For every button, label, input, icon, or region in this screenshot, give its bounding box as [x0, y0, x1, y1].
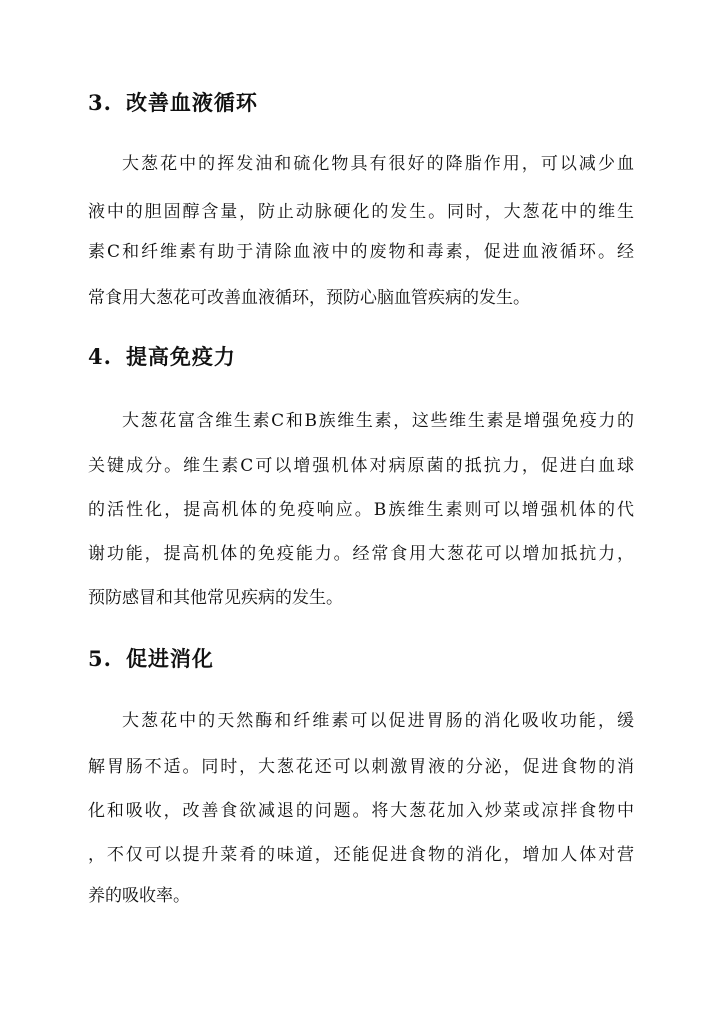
- paragraph-line: 大葱花中的天然酶和纤维素可以促进胃肠的消化吸收功能，缓: [122, 711, 634, 731]
- section-number: 4.: [88, 344, 112, 369]
- section-heading-4: [88, 346, 236, 367]
- paragraph-line: 解胃肠不适。同时，大葱花还可以刺激胃液的分泌，促进食物的消: [88, 757, 634, 777]
- section-title: 促进消化: [125, 646, 214, 671]
- section-heading-3: [88, 92, 258, 113]
- section-title: 提高免疫力: [125, 344, 236, 369]
- paragraph-line: 大葱花富含维生素C和B族维生素，这些维生素是增强免疫力的: [122, 411, 634, 431]
- paragraph-line: 的活性化，提高机体的免疫响应。B族维生素则可以增强机体的代: [88, 500, 634, 520]
- paragraph-line: 素C和纤维素有助于清除血液中的废物和毒素，促进血液循环。经: [88, 242, 634, 262]
- section-number: 5.: [88, 646, 112, 671]
- paragraph-line: 关键成分。维生素C可以增强机体对病原菌的抵抗力，促进白血球: [88, 456, 634, 476]
- paragraph-line: 预防感冒和其他常见疾病的发生。: [88, 588, 343, 608]
- section-heading-5: [88, 648, 214, 669]
- paragraph-line: 常食用大葱花可改善血液循环，预防心脑血管疾病的发生。: [88, 288, 530, 308]
- paragraph-line: 液中的胆固醇含量，防止动脉硬化的发生。同时，大葱花中的维生: [88, 202, 634, 222]
- paragraph-line: 大葱花中的挥发油和硫化物具有很好的降脂作用，可以减少血: [122, 154, 634, 174]
- paragraph-line: ，不仅可以提升菜肴的味道，还能促进食物的消化，增加人体对营: [88, 845, 634, 865]
- section-number: 3.: [88, 90, 112, 115]
- section-title: 改善血液循环: [125, 90, 258, 115]
- paragraph-line: 化和吸收，改善食欲减退的问题。将大葱花加入炒菜或凉拌食物中: [88, 801, 634, 821]
- paragraph-line: 谢功能，提高机体的免疫能力。经常食用大葱花可以增加抵抗力，: [88, 544, 634, 564]
- paragraph-line: 养的吸收率。: [88, 886, 190, 906]
